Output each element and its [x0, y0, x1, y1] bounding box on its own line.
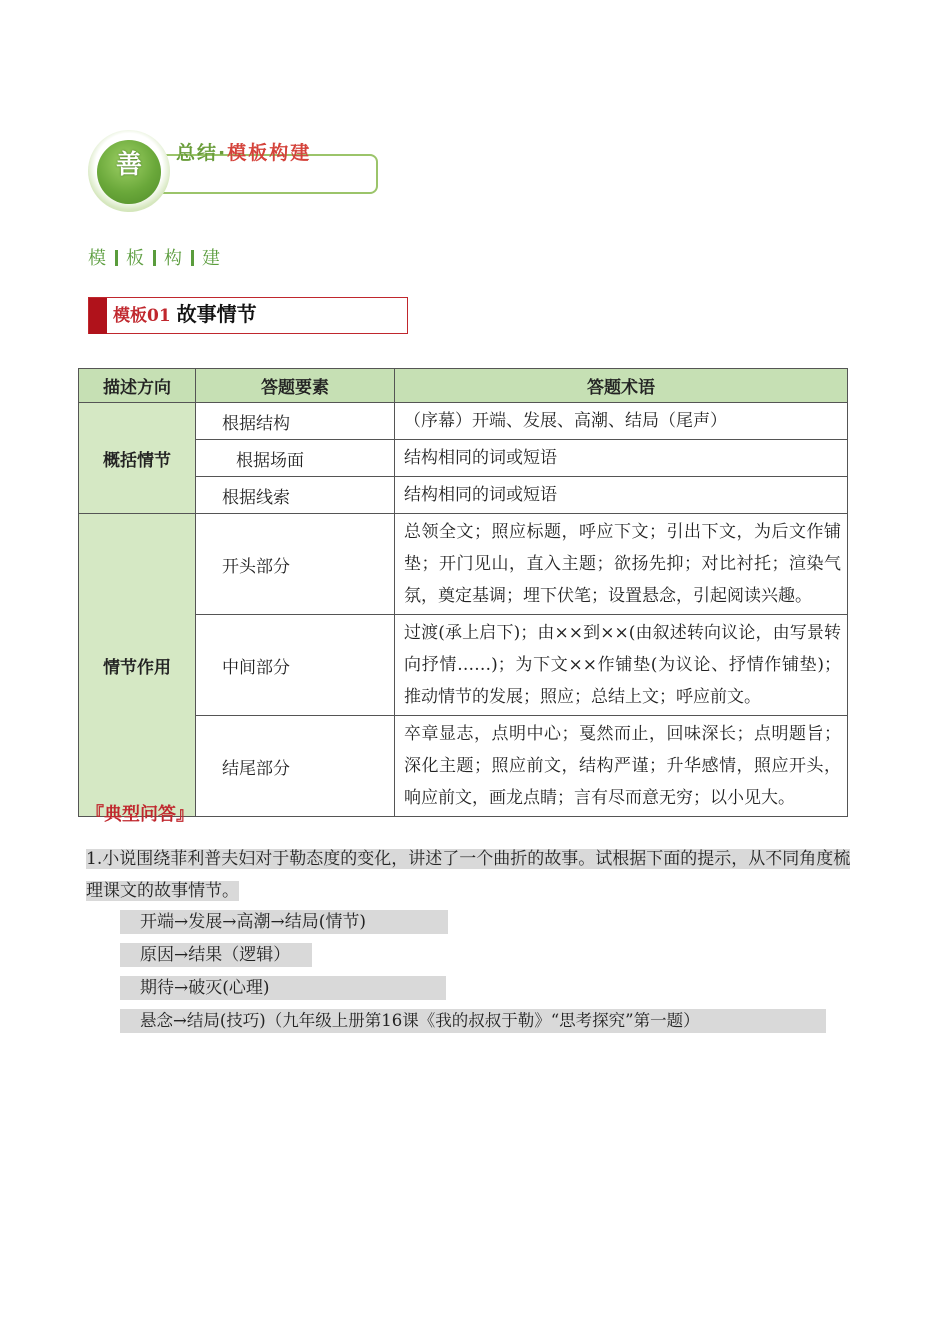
element-cell: 中间部分 [196, 615, 395, 716]
qa-heading: 『典型问答』 [86, 804, 194, 825]
term-cell: 总领全文；照应标题，呼应下文；引出下文，为后文作铺垫；开门见山，直入主题；欲扬先抑；对比衬托；渲染气氛，奠定基调；埋下伏笔；设置悬念，引起阅读兴趣。 [395, 514, 848, 615]
header-terms: 答题术语 [395, 369, 848, 403]
hint-line: 开端→发展→高潮→结局(情节) [120, 910, 448, 934]
template-marker [89, 298, 107, 334]
section-char: 板 [126, 248, 145, 269]
question-text [86, 843, 864, 907]
element-cell: 根据结构 [196, 403, 395, 440]
banner-circle-char: 善 [115, 150, 142, 180]
banner-emblem [88, 130, 170, 212]
term-cell: 卒章显志，点明中心；戛然而止，回味深长；点明题旨；深化主题；照应前文，结构严谨；升华感情，照应开头，响应前文，画龙点睛；言有尽而意无穷；以小见大。 [395, 716, 848, 817]
section-char: 模 [88, 248, 107, 269]
summary-banner [88, 128, 388, 214]
hint-line: 悬念→结局(技巧)（九年级上册第16课《我的叔叔于勒》“思考探究”第一题） [120, 1009, 826, 1033]
banner-title-part1: 总结· [176, 142, 228, 164]
section-heading [88, 244, 221, 270]
section-char: 构 [164, 248, 183, 269]
template-name: 故事情节 [176, 302, 257, 326]
element-cell: 开头部分 [196, 514, 395, 615]
template-number: 模板01 [113, 306, 171, 326]
section-separator [115, 250, 118, 266]
template-table [78, 368, 848, 817]
category-cell: 概括情节 [79, 403, 196, 514]
question-highlight: 1.小说围绕菲利普夫妇对于勒态度的变化，讲述了一个曲折的故事。试根据下面的提示，从不同角度梳理课文的故事情节。 [86, 849, 851, 901]
hint-line: 期待→破灭(心理) [120, 976, 446, 1000]
template-label [113, 298, 257, 327]
element-cell: 根据线索 [196, 477, 395, 514]
table-row [79, 514, 848, 615]
header-direction: 描述方向 [79, 369, 196, 403]
term-cell: 结构相同的词或短语 [395, 440, 848, 477]
banner-title [176, 138, 311, 165]
banner-circle [97, 140, 161, 204]
element-cell: 结尾部分 [196, 716, 395, 817]
element-cell: 根据场面 [196, 440, 395, 477]
term-cell: 过渡(承上启下)；由××到××(由叙述转向议论，由写景转向抒情……)；为下文××作铺垫(为议论、抒情作铺垫)；推动情节的发展；照应；总结上文；呼应前文。 [395, 615, 848, 716]
category-cell: 情节作用 [79, 514, 196, 817]
header-elements: 答题要素 [196, 369, 395, 403]
term-cell: （序幕）开端、发展、高潮、结局（尾声） [395, 403, 848, 440]
banner-title-part2: 模板构建 [227, 142, 312, 164]
section-char: 建 [202, 248, 221, 269]
table-row [79, 403, 848, 440]
section-separator [191, 250, 194, 266]
hint-line: 原因→结果（逻辑） [120, 943, 312, 967]
section-separator [153, 250, 156, 266]
term-cell: 结构相同的词或短语 [395, 477, 848, 514]
table-header-row [79, 369, 848, 403]
template-box [88, 297, 408, 334]
